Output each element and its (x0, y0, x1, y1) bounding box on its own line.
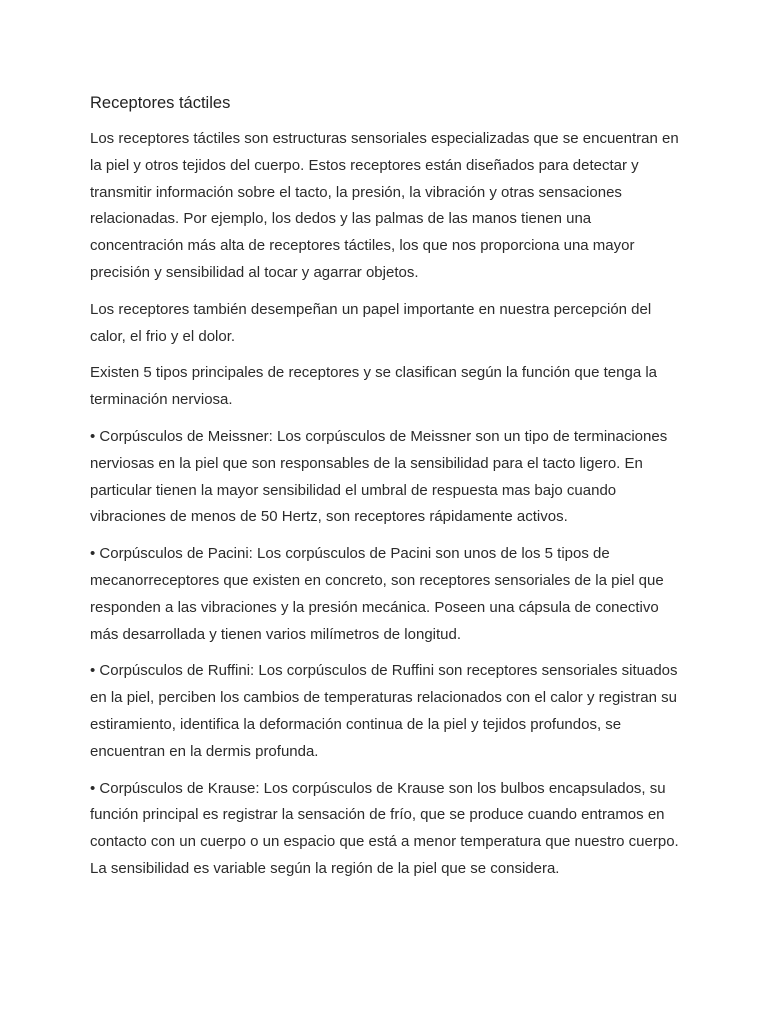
document-title: Receptores táctiles (90, 94, 231, 112)
list-item-meissner: • Corpúsculos de Meissner: Los corpúsculos de Meissner son un tipo de terminaciones nerviosas en la piel que son responsables de la sensibilidad para el tacto ligero. En particular tienen la mayor sensibilidad el umbral de respuesta mas bajo cuando vibraciones de menos de 50 Hertz, son receptores rápidamente activos. (90, 427, 668, 526)
document-body (90, 92, 680, 893)
list-item-ruffini: • Corpúsculos de Ruffini: Los corpúsculos de Ruffini son receptores sensoriales situados en la piel, perciben los cambios de temperaturas relacionados con el calor y registran su estiramiento, identifica la deformación continua de la piel y tejidos profundos, se encuentran en la dermis profunda. (90, 662, 678, 760)
paragraph-intro: Los receptores táctiles son estructuras sensoriales especializadas que se encuentran en la piel y otros tejidos del cuerpo. Estos receptores están diseñados para detectar y transmitir información sobre el tacto, la presión, la vibración y otras sensaciones relacionadas. Por ejemplo, los dedos y las palmas de las manos tienen una concentración más alta de receptores táctiles, los que nos proporciona una mayor precisión y sensibilidad al tocar y agarrar objetos. (90, 130, 679, 281)
list-item-krause: • Corpúsculos de Krause: Los corpúsculos de Krause son los bulbos encapsulados, su función principal es registrar la sensación de frío, que se produce cuando entramos en contacto con un cuerpo o un espacio que está a menor temperatura que nuestro cuerpo. La sensibilidad es variable según la región de la piel que se considera. (90, 779, 679, 877)
list-item-pacini: • Corpúsculos de Pacini: Los corpúsculos de Pacini son unos de los 5 tipos de mecanorreceptores que existen en concreto, son receptores sensoriales de la piel que responden a las vibraciones y la presión mecánica. Poseen una cápsula de conectivo más desarrollada y tienen varios milímetros de longitud. (90, 545, 664, 643)
paragraph-perception: Los receptores también desempeñan un papel importante en nuestra percepción del calor, el frio y el dolor. (90, 300, 652, 345)
paragraph-types-intro: Existen 5 tipos principales de receptores y se clasifican según la función que tenga la terminación nerviosa. (90, 364, 658, 409)
